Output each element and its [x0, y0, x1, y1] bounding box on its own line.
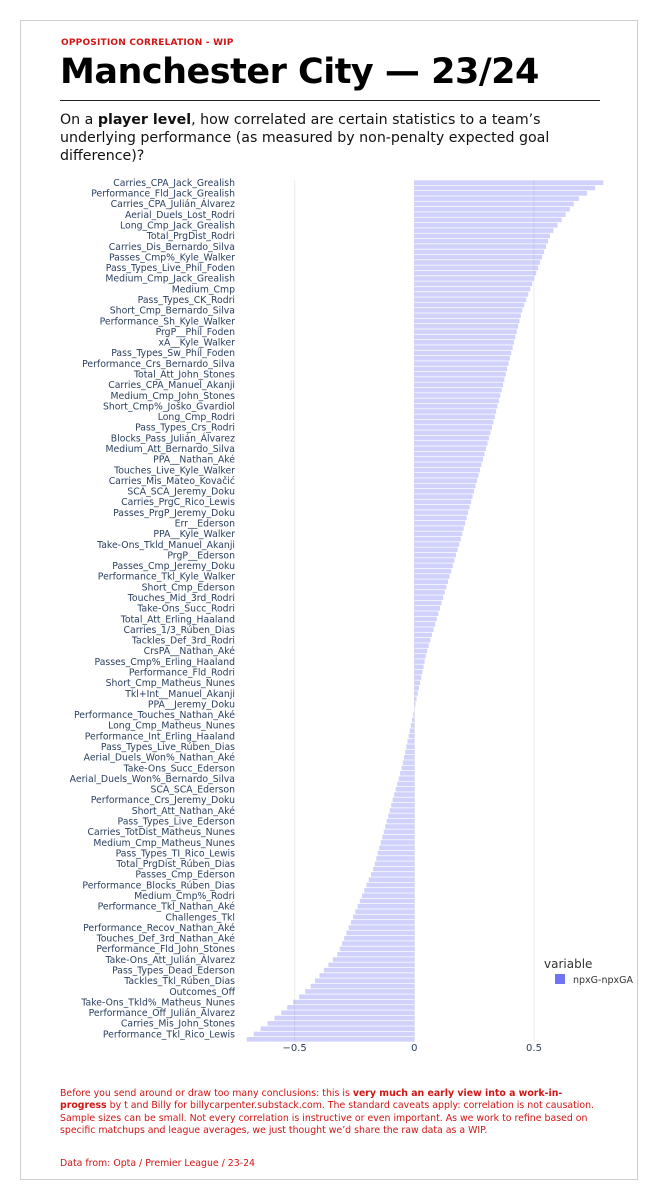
category-label: Long_Cmp_Jack_Grealish: [120, 220, 235, 232]
bar: [414, 484, 475, 489]
bar: [381, 840, 415, 845]
category-label: Passes_Cmp_Ederson: [135, 869, 235, 881]
bar: [414, 622, 435, 627]
bar: [414, 313, 521, 318]
question-emphasis: player level: [97, 112, 192, 128]
bar: [414, 207, 569, 212]
bar: [414, 649, 427, 654]
category-label: Performance_Crs_Jeremy_Doku: [90, 795, 235, 807]
bar: [414, 239, 548, 244]
bar: [414, 420, 493, 425]
bar: [315, 978, 414, 983]
category-label: Performance_Blocks_Rúben_Dias: [82, 880, 235, 892]
category-label: CrsPA__Nathan_Aké: [143, 646, 235, 658]
category-label: Tackles_Tkl_Rúben_Dias: [124, 976, 235, 988]
x-tick-label: 0.5: [526, 1043, 542, 1054]
category-label: Passes_Cmp%_Erling_Haaland: [94, 656, 235, 668]
bar: [403, 760, 414, 765]
category-label: Touches_Def_3rd_Nathan_Aké: [96, 933, 235, 945]
bar: [414, 281, 532, 286]
category-label: Carries_TotDist_Matheus_Nunes: [87, 827, 235, 839]
bar: [414, 361, 508, 366]
bar: [402, 766, 415, 771]
bar: [414, 186, 595, 191]
bar: [414, 271, 536, 276]
bar: [247, 1037, 415, 1042]
category-label: Performance_Fld_John_Stones: [96, 944, 235, 956]
bar: [414, 617, 436, 622]
bar: [400, 771, 414, 776]
category-label: Short_Cmp%_Joško_Gvardiol: [102, 401, 235, 413]
bar: [414, 287, 530, 292]
legend-label: npxG-npxGA: [573, 975, 633, 986]
bar: [414, 526, 463, 531]
bar: [414, 542, 459, 547]
bar: [412, 718, 414, 723]
bar: [328, 963, 414, 968]
category-label: Passes_Cmp%_Kyle_Walker: [108, 252, 235, 264]
bar: [414, 681, 420, 686]
bar: [379, 845, 414, 850]
bar: [349, 925, 415, 930]
bar: [414, 638, 430, 643]
category-label: Pass_Types_Dead_Ederson: [112, 965, 235, 977]
category-label: Aerial_Duels_Lost_Rodri: [125, 209, 235, 221]
bar: [311, 984, 415, 989]
bar: [414, 356, 510, 361]
x-axis-ticks: [283, 1043, 542, 1054]
bar: [358, 904, 415, 909]
legend-item[interactable]: [555, 974, 633, 986]
bar: [414, 468, 480, 473]
bar: [305, 989, 414, 994]
bar: [414, 404, 497, 409]
question-start: On a: [60, 112, 98, 128]
bar: [414, 585, 446, 590]
bar: [414, 500, 471, 505]
bar: [414, 414, 494, 419]
category-labels: [70, 178, 236, 1040]
category-label: Passes_Cmp_Jeremy_Doku: [112, 561, 235, 573]
bar: [414, 303, 524, 308]
bar: [385, 824, 414, 829]
bar: [364, 888, 414, 893]
bar: [414, 180, 603, 185]
category-label: Performance_Tkl_Nathan_Aké: [97, 901, 235, 913]
bar: [411, 723, 414, 728]
bar: [351, 920, 414, 925]
category-label: Medium_Cmp%_Rodri: [134, 890, 235, 902]
category-label: Short_Cmp_Bernardo_Silva: [109, 305, 235, 317]
bar: [397, 782, 414, 787]
data-source: Data from: Opta / Premier League / 23-24: [60, 1158, 256, 1169]
category-label: PPA__Kyle_Walker: [153, 529, 235, 541]
bar: [299, 994, 414, 999]
bar: [393, 798, 415, 803]
bar: [414, 627, 433, 632]
category-label: Tkl+Int__Manuel_Akanji: [125, 688, 235, 700]
bar: [414, 425, 492, 430]
bar: [375, 861, 414, 866]
bar: [254, 1032, 415, 1037]
bar: [414, 702, 415, 707]
bar: [414, 351, 511, 356]
bar: [414, 234, 550, 239]
bar: [414, 228, 553, 233]
category-label: Medium_Cmp_John_Stones: [110, 390, 235, 402]
bar: [404, 755, 414, 760]
bar: [344, 936, 414, 941]
bar: [407, 739, 414, 744]
bar: [414, 579, 448, 584]
category-label: Performance_Touches_Nathan_Aké: [73, 710, 235, 722]
bar: [414, 473, 478, 478]
bar: [406, 744, 414, 749]
bar: [362, 893, 414, 898]
bar: [414, 686, 419, 691]
bar: [414, 489, 474, 494]
category-label: Medium_Att_Bernardo_Silva: [105, 444, 235, 456]
bar: [382, 835, 414, 840]
category-label: xA__Kyle_Walker: [158, 337, 235, 349]
category-label: SCA_SCA_Jeremy_Doku: [127, 486, 235, 498]
bar: [414, 340, 514, 345]
category-label: Carries_1/3_Rúben_Dias: [123, 624, 235, 636]
category-label: Performance_Tkl_Rico_Lewis: [102, 1029, 235, 1041]
bar-layer: [247, 180, 604, 1041]
bar: [340, 947, 415, 952]
bar: [414, 255, 542, 260]
bar: [414, 372, 505, 377]
bar: [414, 457, 483, 462]
category-label: Long_Cmp_Rodri: [157, 412, 235, 424]
category-label: PPA__Nathan_Aké: [153, 454, 235, 466]
bar: [410, 728, 415, 733]
bar: [414, 345, 512, 350]
category-label: Performance_Recov_Nathan_Aké: [83, 922, 235, 934]
bar: [414, 547, 457, 552]
category-label: Carries_CPA_Julián_Álvarez: [110, 199, 235, 211]
bar: [414, 430, 490, 435]
disclaimer-part-3: by t and Billy for billycarpenter.substack.com. The standard caveats apply: correlation is not causation. Sample sizes can be small. Not every correlation is instructive or even important. As we work to refine based on specific matchups and league averages, we just thought we’d share the raw data as a WIP.: [60, 1100, 595, 1137]
bar: [414, 367, 507, 372]
bar: [414, 563, 452, 568]
bar: [414, 510, 468, 515]
bar: [388, 814, 414, 819]
bar: [373, 867, 414, 872]
category-label: Take-Ons_Att_Julián_Álvarez: [105, 954, 235, 966]
bar: [414, 191, 587, 196]
category-label: Short_Cmp_Ederson: [141, 582, 235, 594]
bar: [414, 265, 538, 270]
category-label: Carries_Mis_Mateo_Kovačić: [108, 475, 235, 487]
bar: [378, 851, 415, 856]
category-label: Carries_PrgC_Rico_Lewis: [121, 497, 235, 509]
bar: [391, 803, 414, 808]
category-label: Pass_Types_Live_Ederson: [117, 816, 235, 828]
legend-swatch: [555, 974, 565, 984]
category-label: Pass_Types_Sw_Phil_Foden: [111, 348, 235, 360]
bar: [369, 877, 415, 882]
bar: [414, 606, 440, 611]
bar: [360, 899, 415, 904]
bar: [414, 691, 417, 696]
bar: [268, 1021, 415, 1026]
category-label: Pass_Types_Live_Phil_Foden: [105, 263, 235, 275]
bar: [394, 792, 414, 797]
disclaimer-part-1: Before you send around or draw too many conclusions: this is: [60, 1088, 353, 1099]
category-label: Long_Cmp_Matheus_Nunes: [108, 720, 235, 732]
bar: [342, 941, 414, 946]
category-label: Take-Ons_Succ_Ederson: [123, 763, 235, 775]
bar: [414, 462, 481, 467]
category-label: Total_PrgDist_Rodri: [146, 231, 235, 243]
x-tick-label: −0.5: [282, 1043, 307, 1054]
category-label: Aerial_Duels_Won%_Nathan_Aké: [83, 752, 235, 764]
legend-title: variable: [544, 957, 593, 971]
kicker-label: OPPOSITION CORRELATION - WIP: [61, 38, 234, 48]
category-label: Performance_Crs_Bernardo_Silva: [82, 358, 235, 370]
category-label: Challenges_Tkl: [165, 912, 235, 924]
bar: [414, 532, 462, 537]
category-label: Err__Ederson: [174, 518, 235, 530]
bar: [399, 776, 415, 781]
category-label: Performance_Sh_Kyle_Walker: [99, 316, 235, 328]
bar: [414, 553, 456, 558]
bar: [414, 388, 501, 393]
category-label: Total_Att_John_Stones: [133, 369, 235, 381]
bar: [287, 1005, 414, 1010]
category-label: SCA_SCA_Ederson: [150, 784, 235, 796]
bar: [355, 909, 414, 914]
bar: [414, 478, 477, 483]
bar: [414, 212, 565, 217]
bar: [414, 521, 465, 526]
bar: [414, 335, 515, 340]
category-label: PPA__Jeremy_Doku: [147, 699, 235, 711]
bar: [414, 319, 519, 324]
category-label: Total_Att_Erling_Haaland: [120, 614, 235, 626]
disclaimer-emphasis: very much an early view into a work-in-progress: [60, 1088, 563, 1112]
bar: [414, 196, 579, 201]
bar: [414, 276, 534, 281]
bar: [387, 819, 415, 824]
category-label: Performance_Int_Erling_Haaland: [84, 731, 235, 743]
bar: [414, 659, 424, 664]
bar: [414, 436, 489, 441]
category-label: PrgP__Phil_Foden: [155, 326, 235, 338]
bar: [414, 260, 540, 265]
category-label: Medium_Cmp_Matheus_Nunes: [93, 837, 235, 849]
bar: [414, 558, 454, 563]
category-label: Touches_Live_Kyle_Walker: [114, 465, 235, 477]
bar: [319, 973, 414, 978]
x-tick-label: 0: [411, 1043, 418, 1054]
bar: [353, 915, 414, 920]
bar: [396, 787, 415, 792]
category-label: Short_Att_Nathan_Aké: [131, 805, 235, 817]
category-label: Medium_Cmp: [171, 284, 235, 296]
category-label: Outcomes_Off: [169, 986, 235, 998]
category-label: Take-Ons_Tkld_Manuel_Akanji: [97, 539, 235, 551]
category-label: Touches_Mid_3rd_Rodri: [127, 592, 235, 604]
bar: [390, 808, 415, 813]
bar: [324, 968, 414, 973]
bar: [281, 1010, 414, 1015]
bar: [414, 675, 421, 680]
category-label: Performance_Fld_Jack_Grealish: [91, 188, 235, 200]
category-label: Total_PrgDist_Rúben_Dias: [116, 859, 235, 871]
category-label: Performance_Off_Julián_Álvarez: [88, 1008, 235, 1020]
question-end: , how correlated are certain statistics to a team’s underlying performance (as measured by non-penalty expected goal difference)?: [60, 112, 550, 164]
bar: [376, 856, 414, 861]
bar: [414, 446, 486, 451]
bar: [414, 308, 522, 313]
bar: [414, 601, 441, 606]
bar: [405, 750, 414, 755]
bar: [414, 409, 496, 414]
category-label: Aerial_Duels_Won%_Bernardo_Silva: [69, 773, 235, 785]
bar: [333, 957, 414, 962]
bar: [384, 830, 415, 835]
category-label: Pass_Types_CK_Rodri: [137, 295, 235, 307]
bar: [414, 399, 499, 404]
bar: [414, 377, 504, 382]
category-label: Short_Cmp_Matheus_Nunes: [105, 678, 235, 690]
category-label: Tackles_Def_3rd_Rodri: [131, 635, 235, 647]
bar: [414, 452, 484, 457]
bar: [414, 244, 546, 249]
category-label: Take-Ons_Tkld%_Matheus_Nunes: [81, 997, 235, 1009]
bar: [414, 292, 528, 297]
category-label: Pass_Types_Live_Rúben_Dias: [100, 741, 235, 753]
category-label: Passes_PrgP_Jeremy_Doku: [113, 507, 235, 519]
bar: [414, 494, 472, 499]
category-label: Medium_Cmp_Jack_Grealish: [105, 273, 235, 285]
bar: [366, 883, 414, 888]
bar: [414, 441, 487, 446]
bar: [414, 611, 438, 616]
bar: [337, 952, 414, 957]
category-label: Pass_Types_TI_Rico_Lewis: [115, 848, 235, 860]
bar: [414, 202, 574, 207]
bar: [414, 324, 518, 329]
category-label: Carries_Mis_John_Stones: [120, 1018, 235, 1030]
bar: [275, 1016, 415, 1021]
bar: [414, 574, 449, 579]
bar: [293, 1000, 414, 1005]
bar: [414, 633, 432, 638]
bar: [414, 383, 503, 388]
category-label: Performance_Fld_Rodri: [128, 667, 235, 679]
bar: [414, 393, 500, 398]
bar: [414, 505, 469, 510]
bar: [414, 569, 451, 574]
bar: [414, 516, 466, 521]
bar: [261, 1026, 415, 1031]
bar: [414, 643, 428, 648]
category-label: Carries_Dis_Bernardo_Silva: [108, 241, 235, 253]
bar: [414, 250, 544, 255]
page-title: Manchester City — 23/24: [60, 52, 539, 92]
bar: [371, 872, 414, 877]
bar: [414, 590, 444, 595]
disclaimer-text: [60, 1088, 605, 1138]
bar: [414, 696, 416, 701]
category-label: Carries_CPA_Jack_Grealish: [113, 177, 235, 189]
bar: [414, 595, 443, 600]
bar: [414, 329, 516, 334]
bar: [414, 297, 526, 302]
bar: [346, 931, 414, 936]
bar: [413, 712, 414, 717]
bar: [414, 537, 460, 542]
bar: [414, 654, 425, 659]
category-label: Blocks_Pass_Julián_Álvarez: [110, 433, 235, 445]
bar: [414, 665, 423, 670]
bar: [414, 218, 561, 223]
category-label: Performance_Tkl_Kyle_Walker: [97, 571, 235, 583]
category-label: Carries_CPA_Manuel_Akanji: [108, 380, 235, 392]
bar: [414, 223, 557, 228]
bar: [414, 670, 422, 675]
category-label: PrgP__Ederson: [167, 550, 235, 562]
bar: [409, 734, 415, 739]
category-label: Take-Ons_Succ_Rodri: [137, 603, 235, 615]
category-label: Pass_Types_Crs_Rodri: [135, 422, 235, 434]
